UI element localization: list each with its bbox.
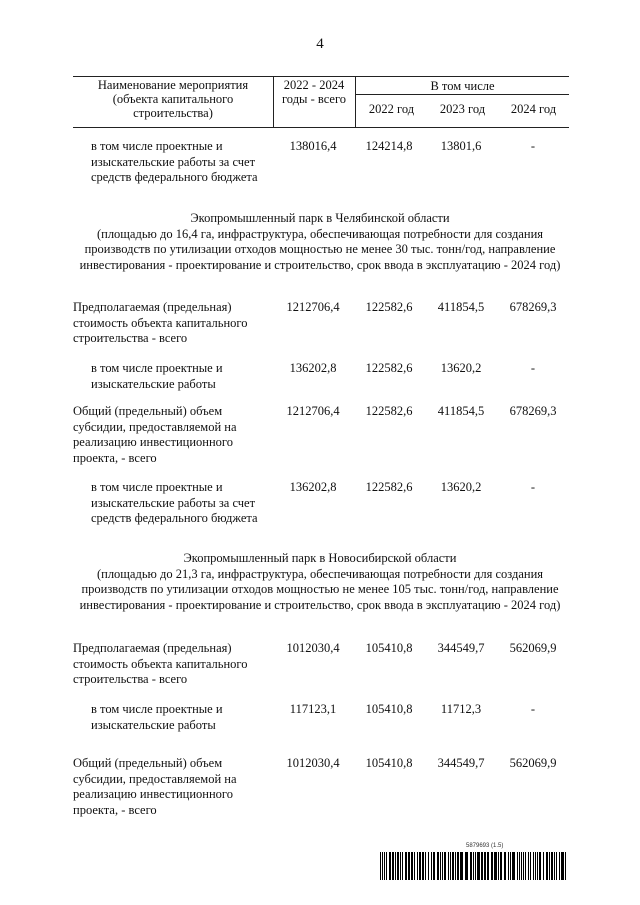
section-block	[60, 211, 580, 273]
barcode-bar	[523, 852, 524, 880]
barcode	[380, 852, 566, 880]
barcode-bar	[389, 852, 391, 880]
section-title: Экопромышленный парк в Челябинской области	[190, 211, 450, 225]
barcode-bar	[549, 852, 550, 880]
barcode-bar	[414, 852, 415, 880]
barcode-bar	[411, 852, 413, 880]
row-2023: 13801,6	[440, 139, 482, 153]
barcode-bar	[533, 852, 534, 880]
barcode-number: 5879693 (1.5)	[466, 843, 504, 849]
row-label: в том числе проектные и изыскательские работы за счет средств федерального бюджета	[91, 480, 258, 525]
barcode-bar	[539, 852, 541, 880]
barcode-bar	[565, 852, 566, 880]
row-2022: 122582,6	[365, 480, 413, 494]
barcode-bar	[395, 852, 396, 880]
row-2024: 678269,3	[509, 404, 557, 418]
row-2022: 105410,8	[365, 756, 413, 770]
row-2022: 105410,8	[365, 702, 413, 716]
barcode-bar	[554, 852, 555, 880]
barcode-bar	[528, 852, 529, 880]
row-label: Общий (предельный) объем субсидии, предоставляемой на реализацию инвестиционного проекта, - всего	[73, 404, 237, 465]
barcode-bar	[417, 852, 418, 880]
barcode-bar	[380, 852, 381, 880]
barcode-bar	[450, 852, 451, 880]
barcode-bar	[477, 852, 480, 880]
row-2024: -	[530, 480, 536, 494]
section-description: (площадью до 16,4 га, инфраструктура, обеспечивающая потребности для создания производств по утилизации отходов мощностью не менее 30 тыс. тонн/год, направление инвестирования - проектирование и строительство, срок ввода в эксплуатацию - 2024 год)	[79, 226, 561, 272]
row-label: в том числе проектные и изыскательские работы за счет средств федерального бюджета	[91, 139, 258, 184]
barcode-bar	[440, 852, 441, 880]
barcode-bar	[475, 852, 476, 880]
row-2023: 13620,2	[440, 361, 482, 375]
barcode-bar	[510, 852, 511, 880]
row-total: 1212706,4	[286, 404, 340, 418]
row-2022: 122582,6	[365, 300, 413, 314]
row-2024: -	[530, 361, 536, 375]
row-2022: 122582,6	[365, 361, 413, 375]
row-total: 1212706,4	[286, 300, 340, 314]
barcode-bar	[481, 852, 483, 880]
barcode-bar	[405, 852, 407, 880]
barcode-bar	[494, 852, 497, 880]
barcode-bar	[517, 852, 518, 880]
barcode-bar	[498, 852, 499, 880]
page-number: 4	[316, 36, 324, 52]
header-group-label: В том числе	[430, 79, 495, 93]
barcode-bar	[419, 852, 421, 880]
barcode-bar	[546, 852, 548, 880]
barcode-bar	[535, 852, 536, 880]
row-2024: 562069,9	[509, 641, 557, 655]
barcode-bar	[473, 852, 474, 880]
row-2023: 411854,5	[437, 404, 485, 418]
barcode-bar	[455, 852, 456, 880]
barcode-bar	[530, 852, 531, 880]
barcode-bar	[425, 852, 426, 880]
barcode-bar	[382, 852, 383, 880]
barcode-bar	[392, 852, 394, 880]
barcode-bar	[452, 852, 454, 880]
table-header	[73, 76, 569, 128]
header-subdivider	[355, 94, 569, 95]
header-total-column: 2022 - 2024 годы - всего	[281, 78, 347, 106]
barcode-bar	[525, 852, 526, 880]
header-name-column: Наименование мероприятия (объекта капитального строительства)	[97, 78, 249, 120]
barcode-bar	[537, 852, 538, 880]
row-2023: 344549,7	[437, 641, 485, 655]
barcode-bar	[400, 852, 401, 880]
barcode-bar	[559, 852, 560, 880]
barcode-bar	[561, 852, 564, 880]
barcode-bar	[551, 852, 553, 880]
row-2023: 344549,7	[437, 756, 485, 770]
row-2022: 105410,8	[365, 641, 413, 655]
barcode-bar	[384, 852, 385, 880]
barcode-bar	[500, 852, 502, 880]
section-title: Экопромышленный парк в Новосибирской области	[183, 551, 457, 565]
row-2023: 11712,3	[440, 702, 482, 716]
barcode-bar	[428, 852, 429, 880]
barcode-bar	[491, 852, 493, 880]
row-total: 1012030,4	[286, 641, 340, 655]
header-year-2022: 2022 год	[368, 102, 415, 116]
row-label: Общий (предельный) объем субсидии, предоставляемой на реализацию инвестиционного проекта, - всего	[73, 756, 237, 817]
barcode-bar	[433, 852, 435, 880]
row-total: 117123,1	[289, 702, 337, 716]
barcode-bar	[470, 852, 472, 880]
row-2023: 13620,2	[440, 480, 482, 494]
row-label: Предполагаемая (предельная) стоимость объекта капитального строительства - всего	[73, 641, 248, 686]
row-2022: 124214,8	[365, 139, 413, 153]
row-2024: 562069,9	[509, 756, 557, 770]
barcode-bar	[508, 852, 509, 880]
barcode-bar	[543, 852, 544, 880]
barcode-bar	[457, 852, 459, 880]
section-description: (площадью до 21,3 га, инфраструктура, обеспечивающая потребности для создания производств по утилизации отходов мощностью не менее 105 тыс. тонн/год, направление инвестирования - проектирование и строительство, срок ввода в эксплуатацию - 2024 год)	[79, 566, 561, 612]
barcode-bar	[386, 852, 387, 880]
barcode-bar	[422, 852, 424, 880]
row-label: в том числе проектные и изыскательские работы	[91, 702, 223, 732]
barcode-bar	[431, 852, 432, 880]
barcode-bar	[402, 852, 403, 880]
barcode-bar	[444, 852, 446, 880]
barcode-bar	[521, 852, 522, 880]
barcode-bar	[519, 852, 520, 880]
barcode-bar	[460, 852, 463, 880]
barcode-bar	[448, 852, 449, 880]
barcode-bar	[484, 852, 486, 880]
row-total: 138016,4	[289, 139, 337, 153]
row-total: 136202,8	[289, 361, 337, 375]
row-2022: 122582,6	[365, 404, 413, 418]
row-total: 1012030,4	[286, 756, 340, 770]
section-block	[60, 551, 580, 613]
row-2023: 411854,5	[437, 300, 485, 314]
row-2024: -	[530, 702, 536, 716]
barcode-bar	[442, 852, 443, 880]
row-2024: 678269,3	[509, 300, 557, 314]
barcode-bar	[465, 852, 468, 880]
row-label: в том числе проектные и изыскательские работы	[91, 361, 223, 391]
row-total: 136202,8	[289, 480, 337, 494]
header-year-2024: 2024 год	[510, 102, 557, 116]
barcode-bar	[504, 852, 506, 880]
header-year-2023: 2023 год	[439, 102, 486, 116]
row-2024: -	[530, 139, 536, 153]
header-divider	[273, 77, 274, 127]
barcode-bar	[512, 852, 515, 880]
barcode-bar	[556, 852, 557, 880]
barcode-bar	[487, 852, 489, 880]
barcode-bar	[397, 852, 399, 880]
row-label: Предполагаемая (предельная) стоимость объекта капитального строительства - всего	[73, 300, 248, 345]
barcode-bar	[437, 852, 439, 880]
barcode-bar	[408, 852, 410, 880]
